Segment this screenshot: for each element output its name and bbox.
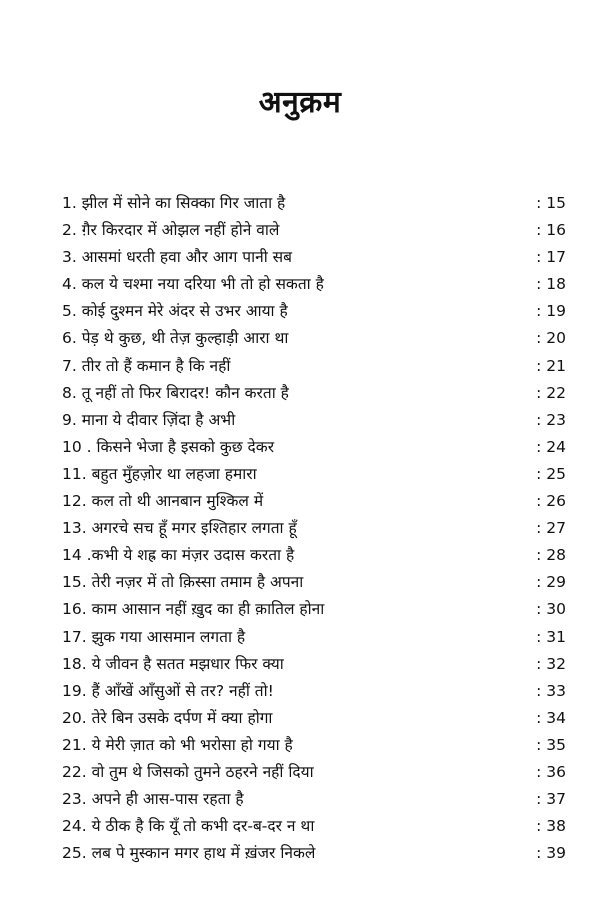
toc-entry <box>62 732 572 759</box>
toc-entry-page-number: : 36 <box>536 762 566 781</box>
toc-entry-page-number: : 31 <box>536 627 566 646</box>
toc-entry-page-number: : 39 <box>536 844 566 863</box>
toc-entry-title: 13. अगरचे सच हूँ मगर इश्तिहार लगता हूँ <box>62 519 297 538</box>
toc-entry-title: 16. काम आसान नहीं ख़ुद का ही क़ातिल होना <box>62 600 325 619</box>
toc-entry-title: 6. पेड़ थे कुछ, थी तेज़ कुल्हाड़ी आरा था <box>62 329 289 348</box>
toc-entry-page-number: : 16 <box>536 221 566 240</box>
toc-entry-title: 4. कल ये चश्मा नया दरिया भी तो हो सकता है <box>62 275 324 294</box>
toc-entry-page-number: : 32 <box>536 654 566 673</box>
toc-entry-title: 12. कल तो थी आनबान मुश्किल में <box>62 492 264 511</box>
toc-entry-title: 19. हैं आँखें आँसुओं से तर? नहीं तो! <box>62 681 274 700</box>
toc-entry <box>62 434 572 461</box>
toc-entry <box>62 651 572 678</box>
toc-entry-page-number: : 25 <box>536 464 566 483</box>
toc-entry-page-number: : 20 <box>536 329 566 348</box>
toc-entry <box>62 190 572 217</box>
toc-entry-title: 17. झुक गया आसमान लगता है <box>62 627 246 646</box>
toc-entry-title: 22. वो तुम थे जिसको तुमने ठहरने नहीं दिया <box>62 762 314 781</box>
toc-entry-title: 14 .कभी ये शह्र का मंज़र उदास करता है <box>62 546 295 565</box>
toc-entry <box>62 596 572 623</box>
toc-entry <box>62 488 572 515</box>
toc-entry <box>62 298 572 325</box>
toc-entry <box>62 380 572 407</box>
toc-entry <box>62 542 572 569</box>
toc-entry <box>62 407 572 434</box>
toc-entry-page-number: : 27 <box>536 519 566 538</box>
toc-entry-page-number: : 19 <box>536 302 566 321</box>
page-title: अनुक्रम <box>258 85 342 120</box>
toc-entry-title: 1. झील में सोने का सिक्का गिर जाता है <box>62 194 286 212</box>
toc-entry-page-number: : 34 <box>536 708 566 727</box>
toc-entry-page-number: : 33 <box>536 681 566 700</box>
table-of-contents <box>62 190 572 867</box>
toc-entry <box>62 705 572 732</box>
toc-entry-title: 11. बहुत मुँहज़ोर था लहजा हमारा <box>62 464 257 483</box>
toc-entry-page-number: : 38 <box>536 817 566 836</box>
toc-entry <box>62 461 572 488</box>
toc-entry-title: 15. तेरी नज़र में तो क़िस्सा तमाम है अपना <box>62 573 304 592</box>
toc-entry-page-number: : 37 <box>536 790 566 809</box>
toc-entry-title: 23. अपने ही आस-पास रहता है <box>62 790 244 809</box>
toc-entry-title: 5. कोई दुश्मन मेरे अंदर से उभर आया है <box>62 302 288 321</box>
toc-entry-title: 3. आसमां धरती हवा और आग पानी सब <box>62 248 292 267</box>
toc-entry <box>62 515 572 542</box>
toc-entry-title: 7. तीर तो हैं कमान है कि नहीं <box>62 356 231 375</box>
toc-entry <box>62 325 572 352</box>
toc-entry-page-number: : 26 <box>536 492 566 511</box>
toc-entry-page-number: : 22 <box>536 383 566 402</box>
toc-entry <box>62 759 572 786</box>
toc-entry <box>62 840 572 867</box>
toc-entry-title: 20. तेरे बिन उसके दर्पण में क्या होगा <box>62 708 273 727</box>
toc-entry-page-number: : 35 <box>536 735 566 754</box>
toc-entry-page-number: : 15 <box>536 194 566 212</box>
toc-entry-page-number: : 24 <box>536 437 566 456</box>
toc-entry <box>62 353 572 380</box>
toc-entry-title: 9. माना ये दीवार ज़िंदा है अभी <box>62 410 236 429</box>
toc-entry <box>62 624 572 651</box>
toc-entry-page-number: : 23 <box>536 410 566 429</box>
toc-entry <box>62 217 572 244</box>
toc-entry-title: 21. ये मेरी ज़ात को भी भरोसा हो गया है <box>62 735 293 754</box>
toc-entry <box>62 271 572 298</box>
toc-entry <box>62 569 572 596</box>
toc-entry-page-number: : 29 <box>536 573 566 592</box>
toc-entry <box>62 678 572 705</box>
toc-entry-title: 10 . किसने भेजा है इसको कुछ देकर <box>62 437 275 456</box>
toc-entry-title: 18. ये जीवन है सतत मझधार फिर क्या <box>62 654 284 673</box>
toc-entry-title: 8. तू नहीं तो फिर बिरादर! कौन करता है <box>62 383 289 402</box>
toc-entry <box>62 786 572 813</box>
toc-entry <box>62 244 572 271</box>
toc-entry-page-number: : 17 <box>536 248 566 267</box>
toc-entry <box>62 813 572 840</box>
toc-entry-page-number: : 28 <box>536 546 566 565</box>
toc-entry-page-number: : 21 <box>536 356 566 375</box>
toc-entry-title: 25. लब पे मुस्कान मगर हाथ में ख़ंजर निकले <box>62 844 316 863</box>
toc-entry-title: 2. ग़ैर किरदार में ओझल नहीं होने वाले <box>62 221 280 240</box>
toc-entry-title: 24. ये ठीक है कि यूँ तो कभी दर-ब-दर न था <box>62 817 315 836</box>
toc-entry-page-number: : 18 <box>536 275 566 294</box>
toc-entry-page-number: : 30 <box>536 600 566 619</box>
